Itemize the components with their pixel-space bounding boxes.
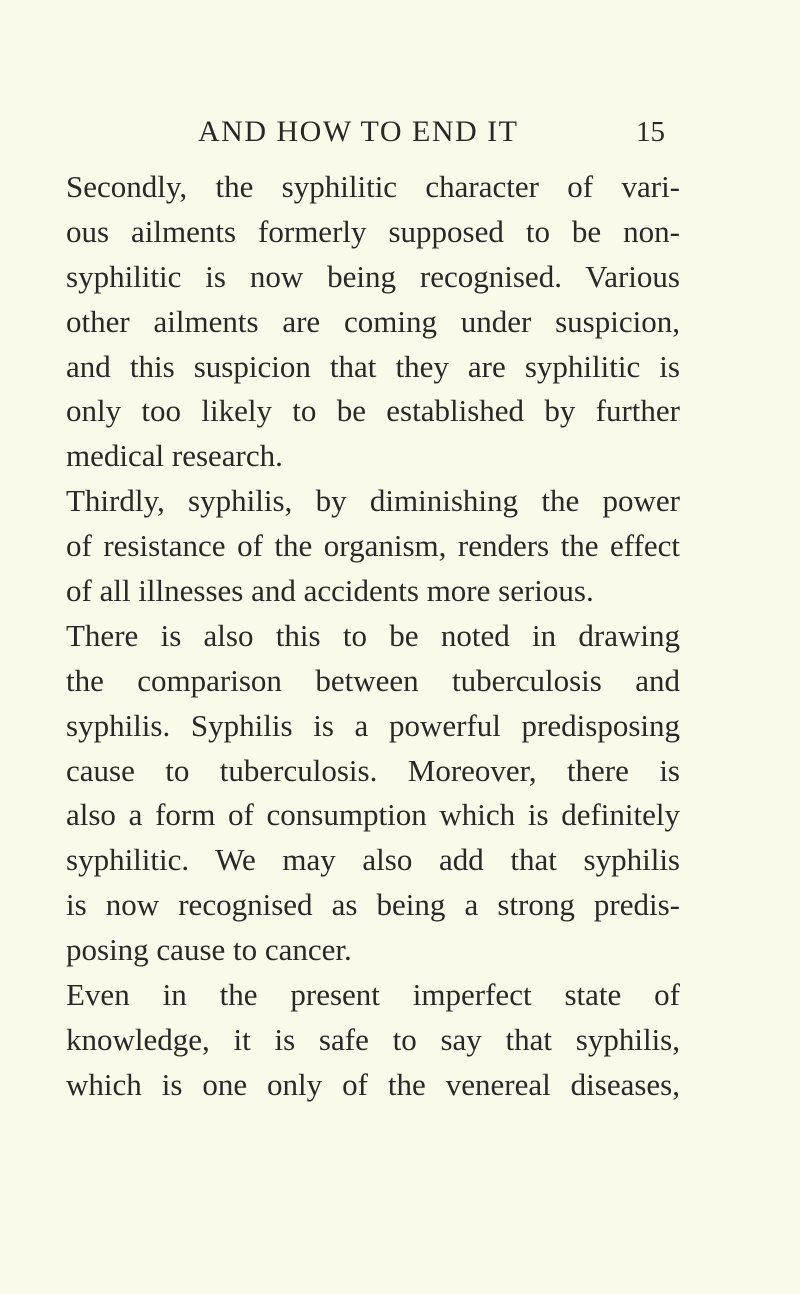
text-line: the comparison between tuberculosis and bbox=[66, 662, 680, 698]
running-head bbox=[0, 112, 800, 152]
page-number: 15 bbox=[636, 116, 665, 148]
text-line: other ailments are coming under suspicion, bbox=[66, 303, 680, 339]
text-line: is now recognised as being a strong predis- bbox=[66, 887, 680, 923]
text-line: syphilitic. We may also add that syphilis bbox=[66, 842, 680, 878]
text-line: knowledge, it is safe to say that syphilis, bbox=[66, 1021, 680, 1057]
text-line: syphilis. Syphilis is a powerful predisposing bbox=[66, 707, 680, 743]
running-title: AND HOW TO END IT bbox=[198, 115, 519, 148]
text-line: posing cause to cancer. bbox=[66, 932, 352, 968]
body-text bbox=[66, 165, 680, 1108]
text-line: Even in the present imperfect state of bbox=[66, 977, 680, 1013]
text-line: syphilitic is now being recognised. Various bbox=[66, 258, 680, 294]
text-line: also a form of consumption which is definitely bbox=[66, 797, 680, 833]
text-line: of resistance of the organism, renders the effect bbox=[66, 528, 680, 564]
text-line: of all illnesses and accidents more serious. bbox=[66, 573, 594, 609]
text-line: and this suspicion that they are syphilitic is bbox=[66, 348, 680, 384]
text-line: Thirdly, syphilis, by diminishing the power bbox=[66, 483, 680, 519]
text-line: Secondly, the syphilitic character of vari- bbox=[66, 169, 680, 204]
text-line: cause to tuberculosis. Moreover, there is bbox=[66, 752, 680, 788]
text-line: medical research. bbox=[66, 438, 283, 474]
text-line: There is also this to be noted in drawing bbox=[66, 617, 680, 653]
text-line: ous ailments formerly supposed to be non- bbox=[66, 213, 680, 249]
text-line: only too likely to be established by further bbox=[66, 393, 680, 429]
text-line: which is one only of the venereal diseases, bbox=[66, 1066, 680, 1102]
